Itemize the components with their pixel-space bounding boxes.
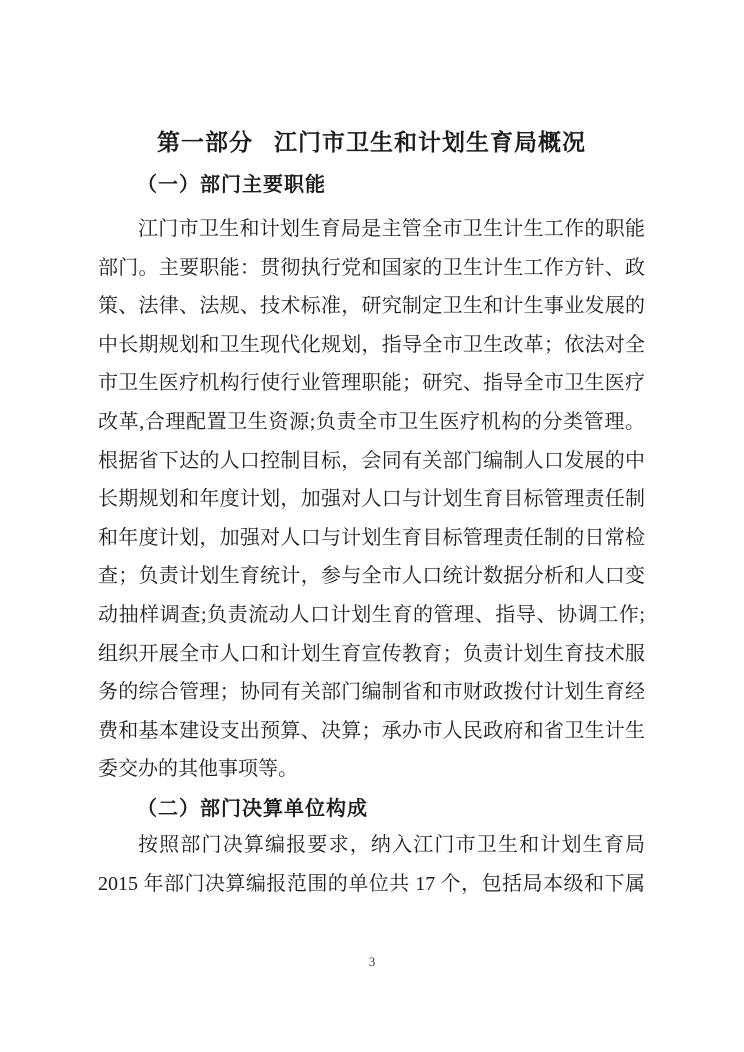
paragraph-line: 2015 年部门决算编报范围的单位共 17 个，包括局本级和下属 (98, 872, 645, 895)
paragraph-line: 改革,合理配置卫生资源;负责全市卫生医疗机构的分类管理。 (98, 410, 645, 433)
paragraph-line: 组织开展全市人口和计划生育宣传教育；负责计划生育技术服 (98, 642, 645, 665)
paragraph-line: 和年度计划，加强对人口与计划生育目标管理责任制的日常检 (98, 526, 645, 549)
title-part-name: 江门市卫生和计划生育局概况 (274, 130, 586, 155)
paragraph-line: 动抽样调查;负责流动人口计划生育的管理、指导、协调工作; (98, 603, 645, 626)
paragraph-line: 按照部门决算编报要求，纳入江门市卫生和计划生育局 (138, 834, 645, 856)
paragraph-line: 市卫生医疗机构行使行业管理职能；研究、指导全市卫生医疗 (98, 372, 645, 395)
paragraph-line: 务的综合管理；协同有关部门编制省和市财政拨付计划生育经 (98, 681, 645, 704)
section-1-paragraph (98, 210, 645, 789)
section-2-heading: （二）部门决算单位构成 (137, 798, 368, 820)
page-number: 3 (368, 954, 376, 969)
paragraph-line: 中长期规划和卫生现代化规划，指导全市卫生改革；依法对全 (98, 333, 645, 356)
paragraph-line: 江门市卫生和计划生育局是主管全市卫生计生工作的职能 (138, 218, 645, 240)
paragraph-line: 部门。主要职能：贯彻执行党和国家的卫生计生工作方针、政 (98, 256, 645, 279)
paragraph-line: 费和基本建设支出预算、决算；承办市人民政府和省卫生计生 (98, 719, 645, 742)
paragraph-line: 根据省下达的人口控制目标，会同有关部门编制人口发展的中 (98, 449, 645, 472)
paragraph-line: 委交办的其他事项等。 (98, 758, 298, 781)
section-2-paragraph (98, 826, 645, 903)
paragraph-line: 查；负责计划生育统计，参与全市人口统计数据分析和人口变 (98, 565, 645, 588)
paragraph-line: 长期规划和年度计划，加强对人口与计划生育目标管理责任制 (98, 488, 645, 511)
document-title (98, 128, 645, 158)
section-1-heading: （一）部门主要职能 (137, 174, 326, 196)
paragraph-line: 策、法律、法规、技术标准，研究制定卫生和计生事业发展的 (98, 295, 645, 318)
title-part-label: 第一部分 (157, 130, 253, 155)
